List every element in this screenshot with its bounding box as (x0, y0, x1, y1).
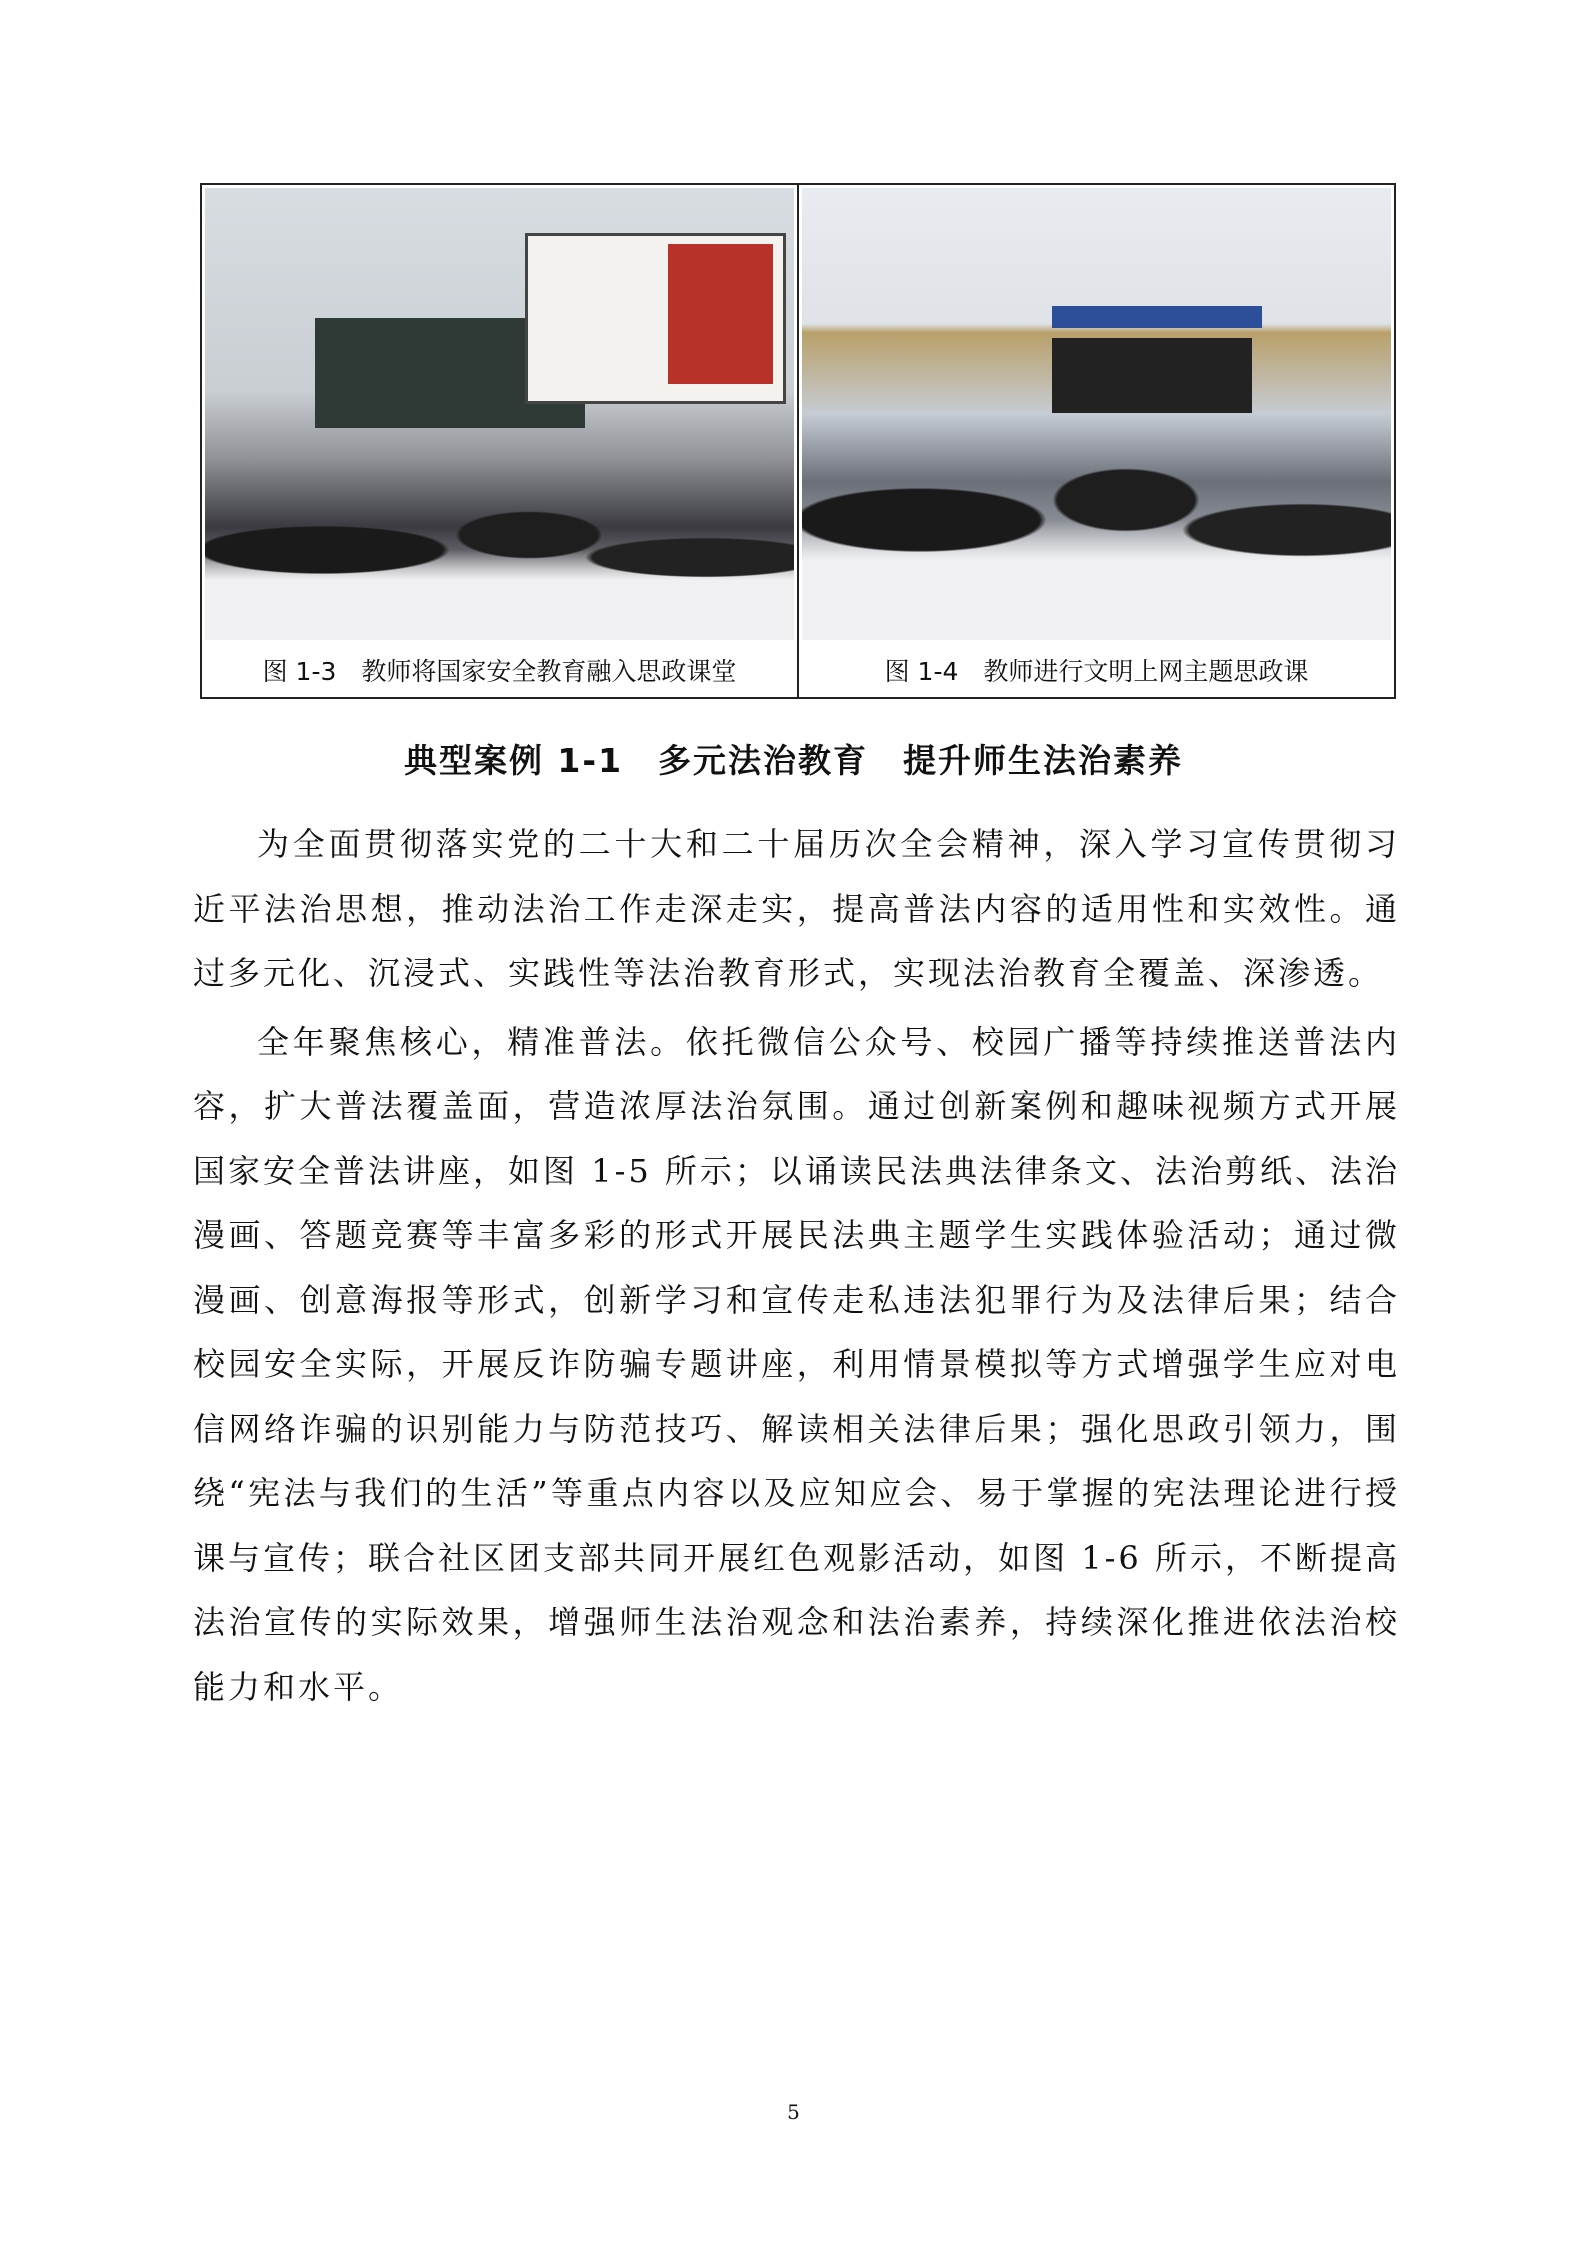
figure-table (200, 183, 1396, 699)
figure-1-4 (799, 185, 1394, 697)
students (205, 490, 794, 640)
paragraph: 全年聚焦核心，精准普法。依托微信公众号、校园广播等持续推送普法内容，扩大普法覆盖面，营造浓厚法治氛围。通过创新案例和趣味视频方式开展国家安全普法讲座，如图 1-5 所示；以诵读民法典法律条文、法治剪纸、法治漫画、答题竞赛等丰富多彩的形式开展民法典主题学生实践体验活动；通过微漫画、创意海报等形式，创新学习和宣传走私违法犯罪行为及法律后果；结合校园安全实际，开展反诈防骗专题讲座，利用情景模拟等方式增强学生应对电信网络诈骗的识别能力与防范技巧、解读相关法律后果；强化思政引领力，围绕“宪法与我们的生活”等重点内容以及应知应会、易于掌握的宪法理论进行授课与宣传；联合社区团支部共同开展红色观影活动，如图 1-6 所示，不断提高法治宣传的实际效果，增强师生法治观念和法治素养，持续深化推进依法治校能力和水平。 (193, 1022, 1400, 1706)
figure-caption: 图 1-3 教师将国家安全教育融入思政课堂 (262, 656, 737, 686)
students (802, 440, 1391, 640)
paragraph: 为全面贯彻落实党的二十大和二十届历次全会精神，深入学习宣传贯彻习近平法治思想，推动法治工作走深走实，提高普法内容的适用性和实效性。通过多元化、沉浸式、实践性等法治教育形式，实现法治教育全覆盖、深渗透。 (193, 825, 1400, 992)
body-text (193, 812, 1400, 1723)
projector-screen (525, 233, 786, 404)
blackboard (1052, 338, 1252, 413)
slogan-banner (1052, 306, 1262, 328)
page-number: 5 (787, 2100, 800, 2124)
figure-1-3 (202, 185, 799, 697)
case-title: 典型案例 1-1 多元法治教育 提升师生法治素养 (403, 741, 1184, 780)
figure-caption: 图 1-4 教师进行文明上网主题思政课 (884, 656, 1309, 686)
photo-classroom-national-security (205, 188, 794, 640)
photo-classroom-civilized-internet (802, 188, 1391, 640)
poster-image (668, 244, 773, 384)
